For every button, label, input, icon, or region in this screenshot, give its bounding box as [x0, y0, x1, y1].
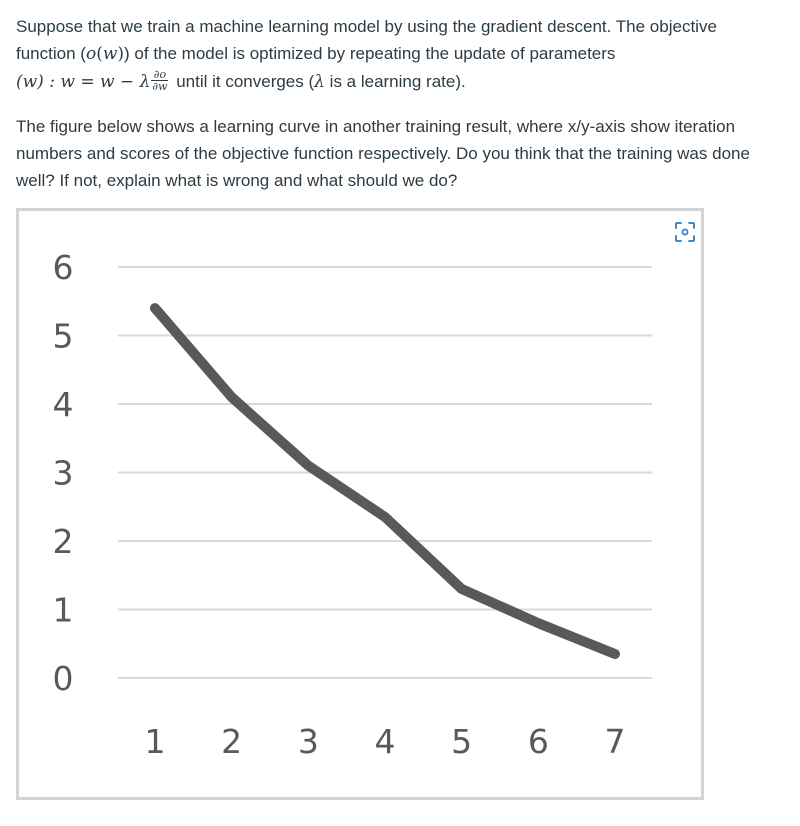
question-line-3 — [16, 68, 796, 96]
math-w: w — [102, 44, 118, 64]
question-line-5: numbers and scores of the objective function respectively. Do you think that the training was done — [16, 144, 750, 163]
x-tick-label-4: 4 — [374, 722, 396, 761]
partial-derivative-fraction — [151, 69, 168, 92]
x-tick-label-6: 6 — [527, 722, 549, 761]
question-line-1: Suppose that we train a machine learning model by using the gradient descent. The objective — [16, 17, 717, 36]
y-tick-label-4: 4 — [52, 385, 74, 424]
learning-curve-chart — [19, 211, 701, 797]
question-line-2-start: function ( — [16, 44, 86, 63]
fullscreen-button[interactable] — [672, 219, 698, 245]
series-line-0 — [155, 308, 615, 654]
question-line-3-mid: until it converges ( — [171, 72, 315, 91]
y-tick-label-5: 5 — [52, 316, 74, 356]
objective-function-math: o(w) — [85, 44, 125, 64]
question-paragraph-2 — [16, 113, 800, 194]
learning-curve-figure — [16, 208, 704, 800]
math-update-lhs: : w = w − λ — [49, 72, 151, 92]
x-tick-label-7: 7 — [604, 722, 626, 761]
fullscreen-expand-icon — [674, 221, 696, 243]
math-o: o — [85, 44, 97, 64]
question-line-6: well? If not, explain what is wrong and what should we do? — [16, 171, 458, 190]
y-tick-label-0: 0 — [52, 659, 74, 698]
y-tick-label-1: 1 — [52, 590, 74, 630]
lambda-symbol: λ — [314, 72, 325, 92]
update-rule-math — [16, 72, 150, 92]
x-tick-label-3: 3 — [297, 722, 319, 761]
question-line-2 — [16, 40, 796, 68]
question-line-2-end: ) of the model is optimized by repeating the update of parameters — [124, 44, 616, 63]
y-tick-label-6: 6 — [52, 248, 74, 287]
question-paragraph-1 — [16, 13, 796, 96]
x-tick-label-5: 5 — [451, 722, 473, 761]
question-line-3-end: is a learning rate). — [324, 72, 466, 91]
fraction-denominator: ∂w — [152, 80, 168, 94]
math-w-paren: (w) — [16, 72, 44, 92]
question-line-4: The figure below shows a learning curve in another training result, where x/y-axis show iteration — [16, 117, 736, 136]
y-tick-label-2: 2 — [52, 522, 74, 561]
x-tick-label-2: 2 — [221, 722, 243, 761]
fraction-numerator: ∂o — [151, 69, 168, 81]
x-tick-label-1: 1 — [144, 722, 166, 761]
y-tick-label-3: 3 — [52, 453, 74, 493]
